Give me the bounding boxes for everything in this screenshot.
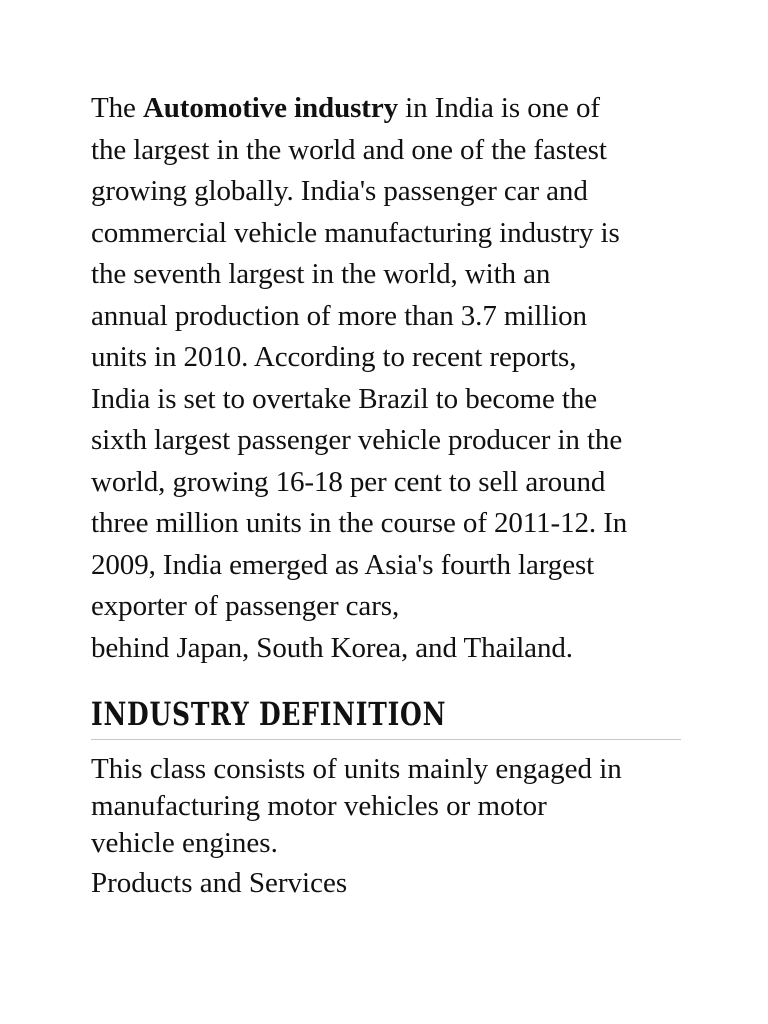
intro-line-13: exporter of passenger cars, bbox=[91, 590, 400, 622]
intro-line-2: the largest in the world and one of the fastest bbox=[91, 133, 607, 166]
intro-line-9: sixth largest passenger vehicle producer in the bbox=[91, 424, 623, 456]
intro-line-5: the seventh largest in the world, with an bbox=[91, 258, 551, 290]
automotive-industry-term: Automotive industry bbox=[142, 92, 399, 124]
intro-line-10: world, growing 16-18 per cent to sell around bbox=[91, 465, 606, 498]
definition-line-3: vehicle engines. bbox=[91, 827, 278, 859]
intro-paragraph bbox=[91, 88, 691, 669]
industry-definition-heading: INDUSTRY DEFINITION bbox=[91, 695, 447, 733]
intro-line-4: commercial vehicle manufacturing industry is bbox=[91, 216, 620, 249]
intro-line-1 bbox=[91, 88, 691, 130]
definition-paragraph bbox=[91, 751, 691, 862]
intro-line-14: behind Japan, South Korea, and Thailand. bbox=[91, 631, 573, 664]
intro-line-7: units in 2010. According to recent reports, bbox=[91, 341, 577, 373]
intro-line-8: India is set to overtake Brazil to become the bbox=[91, 382, 598, 415]
intro-line-11: three million units in the course of 2011-12. In bbox=[91, 507, 628, 539]
products-and-services-label: Products and Services bbox=[91, 867, 348, 899]
intro-line-6: annual production of more than 3.7 million bbox=[91, 299, 587, 332]
intro-lead-text: The bbox=[91, 92, 143, 124]
heading-divider bbox=[91, 739, 681, 740]
definition-line-1: This class consists of units mainly engaged in bbox=[91, 753, 622, 785]
intro-line-1-rest: in India is one of bbox=[398, 92, 600, 124]
definition-line-2: manufacturing motor vehicles or motor bbox=[91, 790, 547, 822]
intro-line-3: growing globally. India's passenger car and bbox=[91, 175, 588, 207]
intro-line-12: 2009, India emerged as Asia's fourth largest bbox=[91, 548, 595, 581]
